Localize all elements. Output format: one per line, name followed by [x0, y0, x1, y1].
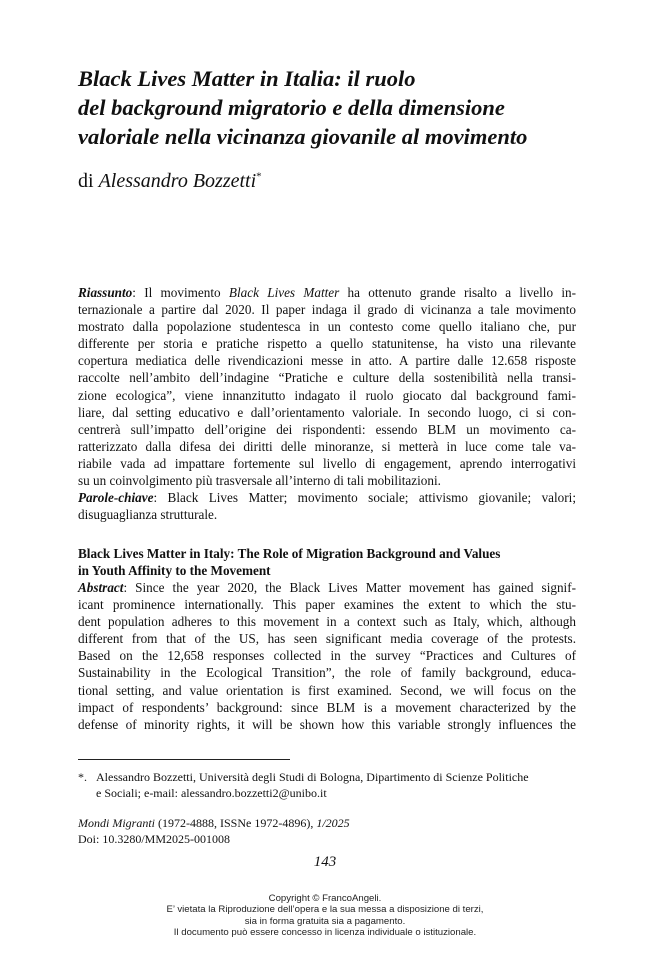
copyright-line: sia in forma gratuita sia a pagamento.: [244, 915, 406, 927]
italian-abstract: [78, 284, 576, 489]
copyright-line: Il documento può essere concesso in licenza individuale o istituzionale.: [173, 927, 477, 939]
footnote-line: e Sociali; e-mail: alessandro.bozzetti2@unibo.it: [96, 786, 327, 800]
journal-citation: [78, 815, 350, 847]
article-title: [78, 64, 618, 151]
abstract-line: defense of minority rights, it will be shown how this variable strongly influences the: [78, 716, 576, 732]
title-line: valoriale nella vicinanza giovanile al movimento: [78, 124, 528, 149]
footnote-mark: *.: [78, 770, 87, 784]
abstract-line: mostrato dalla popolazione studentesca in un contesto come quello italiano che, pur: [78, 319, 576, 335]
abstract-line: impact of respondents’ background: since BLM is a movement characterized by the: [78, 699, 576, 715]
abstract-line: liare, dal setting educativo e dall’orientamento valoriale. In secondo luogo, ci si con-: [78, 404, 576, 420]
english-title-line: Black Lives Matter in Italy: The Role of Migration Background and Values: [78, 546, 501, 561]
abstract-line: tional setting, and value orientation is first examined. Second, we will focus on the: [78, 682, 576, 698]
author-footnote-mark: *: [256, 170, 262, 183]
abstract-line: Riassunto: Il movimento Black Lives Matter ha ottenuto grande risalto a livello in-: [78, 285, 577, 300]
page-number: 143: [313, 854, 337, 870]
abstract-line: raccolte nell’ambito dell’indagine “Pratiche e culture della sostenibilità nella transi-: [78, 370, 576, 386]
english-title: [78, 545, 576, 579]
abstract-line: dent population adheres to this movement in a context such as Italy, which, although: [78, 614, 576, 630]
riassunto-label: Riassunto: [78, 285, 133, 300]
byline: [78, 168, 262, 194]
abstract-line: differente per storia e pratiche rispetto a quello statunitense, ha visto una rilevante: [78, 336, 576, 352]
keywords-line: disuguaglianza strutturale.: [78, 507, 218, 523]
abstract-line: zione ecologica”, viene innanzitutto indagato il ruolo giocato dal background fami-: [78, 387, 576, 403]
copyright-line: E’ vietata la Riproduzione dell’opera e la sua messa a disposizione di terzi,: [166, 904, 484, 916]
abstract-line: icant prominence internationally. This paper examines the extent to which the stu-: [78, 597, 576, 613]
abstract-line: ratterizzato dalla difesa dei diritti delle minoranze, si metterà in luce come tale va-: [78, 438, 576, 454]
abstract-line: riabile vada ad impattare fortemente sul livello di engagement, aprendo interrogativi: [78, 455, 576, 471]
english-abstract: [78, 579, 576, 733]
abstract-line: centrerà sull’impatto dell’origine dei rispondenti: essendo BLM un movimento ca-: [78, 421, 576, 437]
abstract-line: ternazionale a partire dal 2020. Il paper indaga il grado di vicinanza a tale movimento: [78, 302, 576, 318]
abstract-line: su un coinvolgimento più trasversale all’interno di tali mobilitazioni.: [78, 473, 441, 489]
citation-line: Mondi Migranti (1972-4888, ISSNe 1972-4896), 1/2025: [78, 816, 350, 830]
author-footnote: [78, 769, 576, 801]
byline-prefix: di: [78, 170, 99, 192]
abstract-line: copertura mediatica delle rivendicazioni messe in atto. A partire dalle 12.658 risposte: [78, 353, 576, 369]
doi: Doi: 10.3280/MM2025-001008: [78, 832, 231, 846]
copyright-line: Copyright © FrancoAngeli.: [268, 893, 382, 904]
english-title-line: in Youth Affinity to the Movement: [78, 563, 271, 579]
abstract-line: different from that of the US, has seen significant media coverage of the protests.: [78, 631, 576, 647]
title-line: del background migratorio e della dimensione: [78, 95, 505, 120]
abstract-line: Sustainability in the Ecological Transition”, the role of family background, educa-: [78, 665, 576, 681]
abstract-label: Abstract: [78, 580, 124, 595]
author-name: Alessandro Bozzetti: [98, 170, 257, 192]
copyright-notice: [0, 893, 650, 939]
parole-chiave-label: Parole-chiave: [78, 490, 154, 505]
keywords-line: Parole-chiave: Black Lives Matter; movimento sociale; attivismo giovanile; valori;: [78, 490, 576, 505]
journal-name: Mondi Migranti: [78, 816, 155, 830]
abstract-line: Abstract: Since the year 2020, the Black Lives Matter movement has gained signif-: [78, 580, 576, 595]
journal-issue: 1/2025: [316, 816, 350, 830]
footnote-divider: [78, 759, 290, 760]
keywords-italian: [78, 489, 576, 523]
footnote-line: *. Alessandro Bozzetti, Università degli Studi di Bologna, Dipartimento di Scienze Politiche: [78, 770, 529, 784]
title-line: Black Lives Matter in Italia: il ruolo: [78, 66, 416, 91]
abstract-line: Based on the 12,658 responses collected in the survey “Practices and Cultures of: [78, 648, 576, 664]
